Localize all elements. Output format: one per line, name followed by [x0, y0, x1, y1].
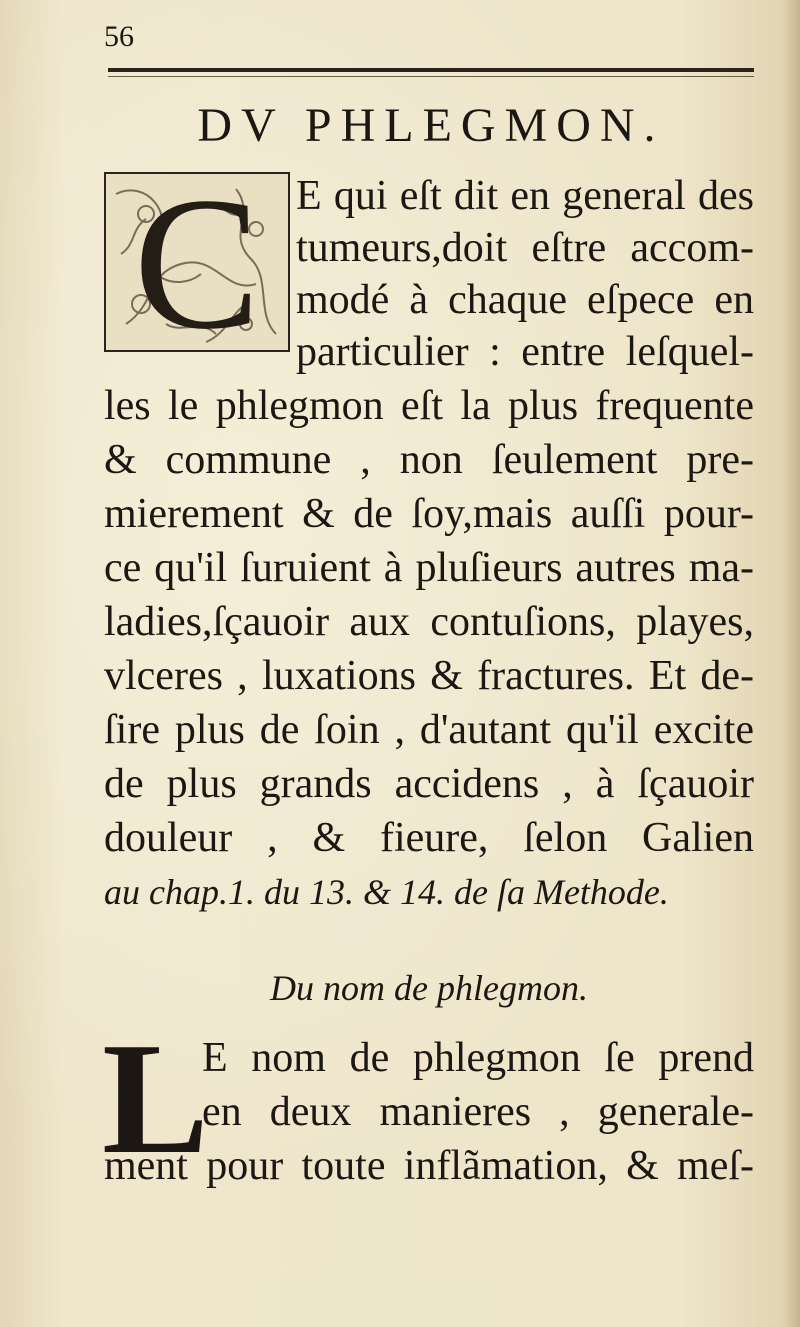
- chapter-heading: DV PHLEGMON.: [197, 99, 665, 152]
- drop-cap-letter-2: L: [102, 1009, 209, 1187]
- text-line-italic: au chap.1. du 13. & 14. de ſa Methode.: [104, 872, 669, 912]
- text-line: & commune , non ſeulement pre-: [104, 437, 754, 483]
- text-line: en deux manieres , generale-: [202, 1089, 754, 1135]
- text-line: ladies,ſçauoir aux contuſions, playes,: [104, 599, 754, 645]
- text-line: ce qu'il ſuruient à pluſieurs autres ma-: [104, 545, 754, 591]
- header-rule-thin: [108, 76, 754, 77]
- header-rule: [108, 68, 754, 72]
- text-line: mierement & de ſoy,mais auſſi pour-: [104, 491, 754, 537]
- text-line: ſire plus de ſoin , d'autant qu'il excite: [104, 707, 754, 753]
- text-line: tumeurs,doit eſtre accom-: [296, 225, 754, 271]
- ornamental-drop-cap: [104, 172, 290, 352]
- text-line: de plus grands accidens , à ſçauoir: [104, 761, 754, 807]
- drop-cap-letter: C: [133, 172, 261, 352]
- text-line: E nom de phlegmon ſe prend: [202, 1035, 754, 1081]
- page-edge-shadow: [782, 0, 800, 1327]
- text-line: vlceres , luxations & fractures. Et de-: [104, 653, 754, 699]
- text-line: douleur , & fieure, ſelon Galien: [104, 815, 754, 861]
- section-subheading: Du nom de phlegmon.: [270, 968, 588, 1008]
- page-number: 56: [104, 20, 134, 53]
- text-line: particulier : entre leſquel-: [296, 329, 754, 375]
- text-line: les le phlegmon eſt la plus frequente: [104, 383, 754, 429]
- text-line: E qui eſt dit en general des: [296, 173, 754, 219]
- text-line: modé à chaque eſpece en: [296, 277, 754, 323]
- text-line: ment pour toute inflãmation, & meſ-: [104, 1143, 754, 1189]
